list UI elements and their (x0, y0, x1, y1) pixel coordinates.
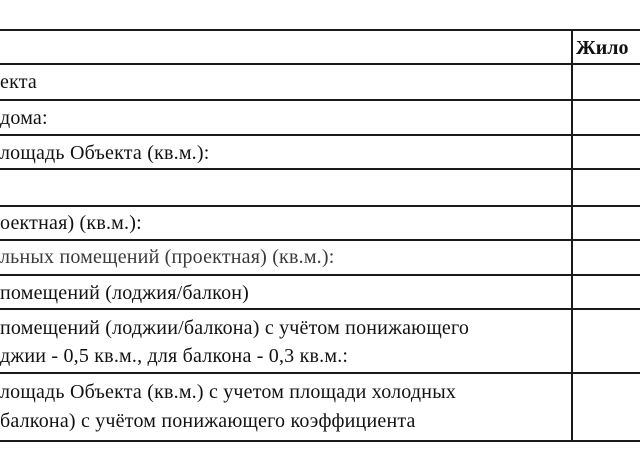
table-row (0, 212, 142, 234)
table-row (0, 107, 48, 129)
table-row (0, 410, 416, 432)
row-label-line: джии - 0,5 кв.м., для балкона - 0,3 кв.м.: (0, 345, 349, 367)
table-border (0, 134, 640, 136)
table-border (0, 63, 640, 65)
table-row (0, 71, 37, 93)
table-border (0, 168, 640, 170)
table-row (0, 282, 249, 304)
row-label-line: лощадь Объекта (кв.м.) с учетом площади холодных (0, 381, 457, 403)
table-border (0, 239, 640, 241)
table-border (0, 205, 640, 207)
row-label: помещений (лоджия/балкон) (0, 282, 250, 304)
table-row (0, 142, 210, 164)
table-border (0, 99, 640, 101)
row-label: дома: (0, 107, 48, 129)
table-border (0, 440, 640, 442)
table-row (0, 246, 335, 268)
row-label: льных помещений (проектная) (кв.м.): (0, 246, 335, 268)
table-row (0, 381, 456, 403)
row-label-line: помещений (лоджии/балкона) с учётом понижающего (0, 317, 470, 339)
row-label-line: балкона) с учётом понижающего коэффициента (0, 410, 416, 432)
row-label: лощадь Объекта (кв.м.): (0, 142, 210, 164)
table-border (0, 372, 640, 374)
table-row (0, 345, 348, 367)
table-row (0, 317, 469, 339)
row-label: екта (0, 71, 37, 93)
row-label: оектная) (кв.м.): (0, 212, 142, 234)
column-header: Жило (576, 37, 629, 59)
table-border (0, 274, 640, 276)
column-divider (571, 30, 573, 442)
table-border (0, 29, 640, 31)
table-border (0, 308, 640, 310)
